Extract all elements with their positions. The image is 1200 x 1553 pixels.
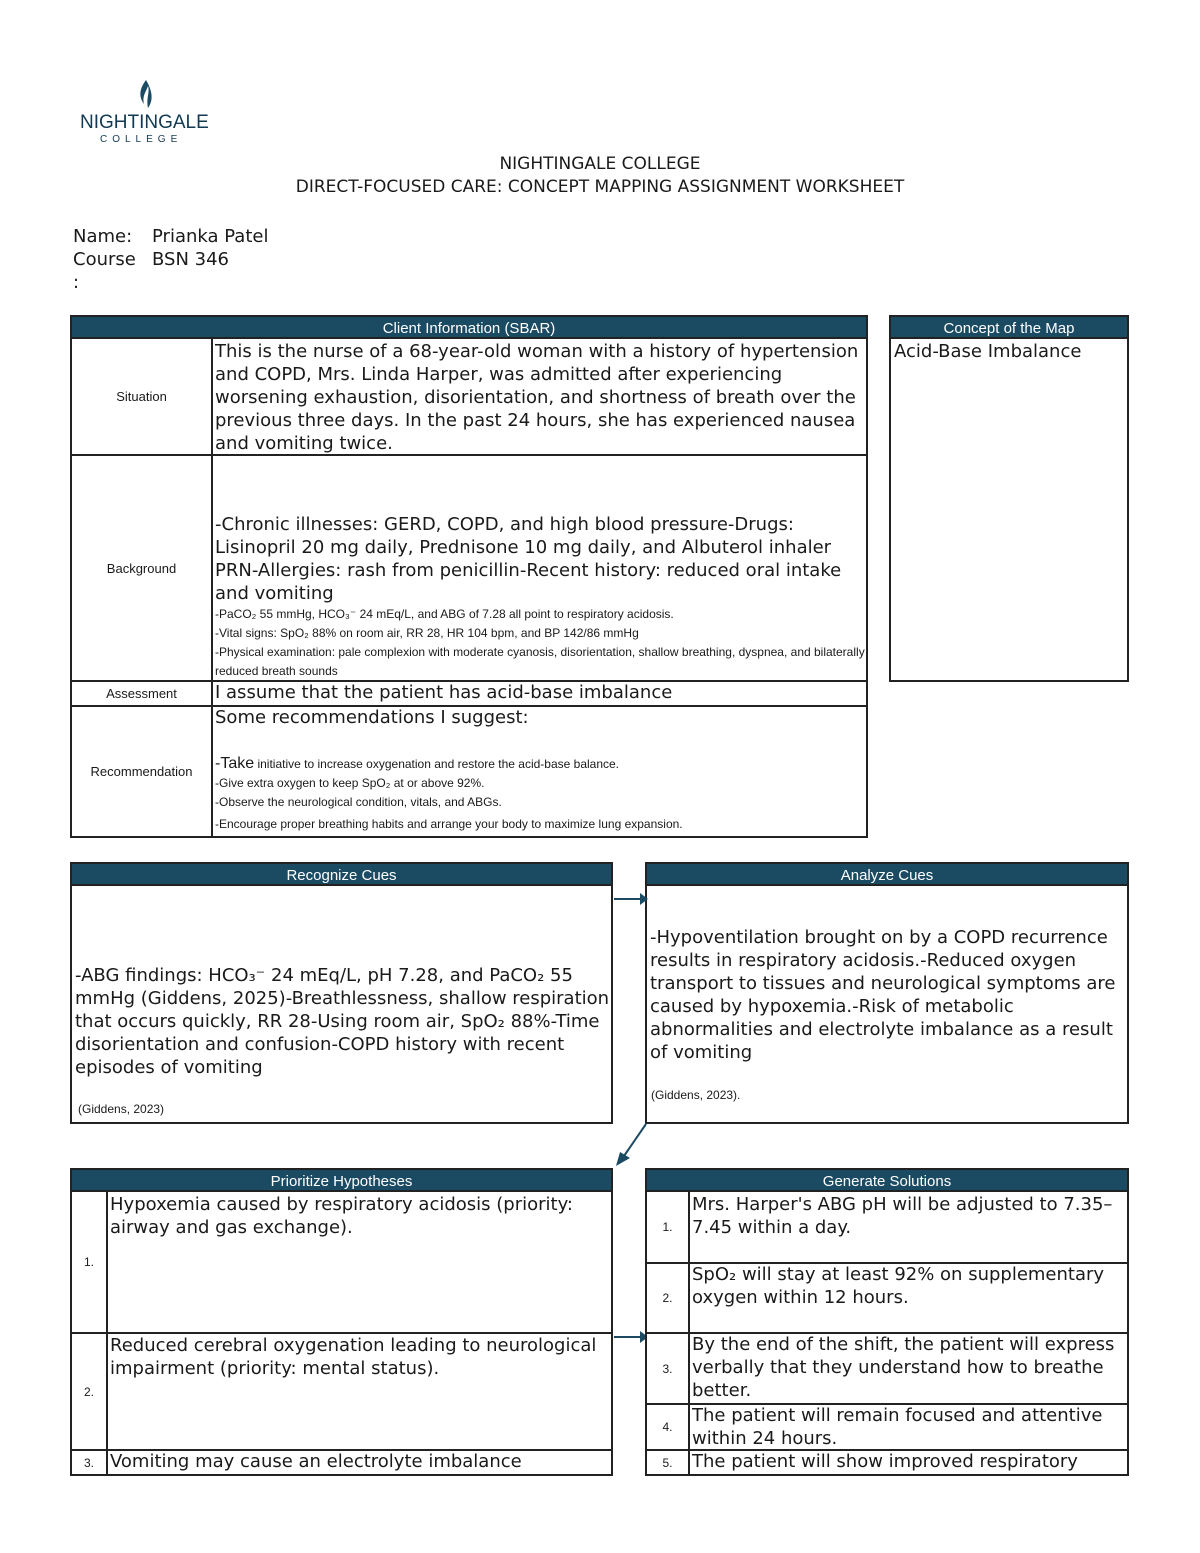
- solution-number: 3.: [662, 1361, 673, 1376]
- arrow-right-icon: [610, 1326, 650, 1348]
- solution-number: 1.: [662, 1220, 673, 1234]
- solution-number: 2.: [662, 1291, 673, 1305]
- hypothesis-text: Vomiting may cause an electrolyte imbalance: [110, 1451, 522, 1472]
- name-value: Prianka Patel: [152, 226, 269, 247]
- course-label: Course: [73, 249, 136, 270]
- name-label: Name:: [73, 226, 133, 247]
- situation-label: Situation: [116, 389, 167, 404]
- solution-text: SpO₂ will stay at least 92% on supplementary oxygen within 12 hours.: [692, 1264, 1105, 1308]
- assessment-text: I assume that the patient has acid-base imbalance: [215, 682, 673, 703]
- recognize-cues-box: [70, 862, 613, 1124]
- course-value: BSN 346: [152, 249, 230, 270]
- hypothesis-text: Hypoxemia caused by respiratory acidosis (priority: airway and gas exchange).: [110, 1194, 573, 1238]
- analyze-cues-box: [645, 862, 1129, 1124]
- recommendation-label: Recommendation: [90, 764, 193, 779]
- recognize-text: -ABG findings: HCO₃⁻ 24 mEq/L, pH 7.28, and PaCO₂ 55 mmHg (Giddens, 2025)-Breathlessness, shallow respiration that occurs quickly, RR 28-Using room air, SpO₂ 88%-Time disorientation and confusion-COPD history with recent episodes of vomiting: [75, 965, 610, 1078]
- solutions-header: Generate Solutions: [645, 1168, 1129, 1192]
- recommendation-item: -Give extra oxygen to keep SpO₂ at or above 92%.: [215, 776, 485, 790]
- recommendation-first: initiative to increase oxygenation and restore the acid-base balance.: [254, 757, 620, 771]
- concept-box: [889, 315, 1129, 682]
- college-title: NIGHTINGALE COLLEGE: [499, 154, 701, 174]
- concept-text: Acid-Base Imbalance: [894, 341, 1082, 362]
- recommendation-content: [215, 706, 865, 834]
- flame-icon: [136, 78, 156, 112]
- recommendation-take: -Take: [215, 755, 255, 772]
- logo-subtitle: COLLEGE: [100, 134, 183, 145]
- background-abg: -PaCO₂ 55 mmHg, HCO₃⁻ 24 mEq/L, and ABG of 7.28 all point to respiratory acidosis.: [215, 607, 674, 621]
- logo-wordmark: NIGHTINGALE: [80, 112, 209, 133]
- prioritize-box: [70, 1168, 613, 1476]
- solution-number: 5.: [662, 1455, 673, 1470]
- assessment-label: Assessment: [106, 686, 177, 701]
- hypothesis-text: Reduced cerebral oxygenation leading to neurological impairment (priority: mental status).: [110, 1335, 597, 1379]
- recommendation-item: -Observe the neurological condition, vitals, and ABGs.: [215, 795, 502, 809]
- recognize-citation: (Giddens, 2023): [78, 1102, 165, 1116]
- solution-text: The patient will show improved respiratory: [692, 1451, 1078, 1472]
- arrow-right-icon: [610, 888, 650, 910]
- arrow-down-left-icon: [610, 1122, 650, 1168]
- analyze-text: -Hypoventilation brought on by a COPD recurrence results in respiratory acidosis.-Reduced oxygen transport to tissues and neurological symptoms are caused by hypoxemia.-Risk of metabolic abnormalities and electrolyte imbalance as a result of vomiting: [650, 927, 1116, 1063]
- background-content: [215, 513, 867, 681]
- college-logo: [78, 78, 213, 148]
- sbar-table: [70, 315, 868, 838]
- hypothesis-number: 3.: [83, 1455, 94, 1470]
- hypothesis-number: 1.: [83, 1255, 94, 1269]
- sbar-header: Client Information (SBAR): [70, 315, 868, 339]
- solution-text: Mrs. Harper's ABG pH will be adjusted to 7.35–7.45 within a day.: [692, 1194, 1113, 1238]
- analyze-citation: (Giddens, 2023).: [651, 1088, 741, 1102]
- analyze-header: Analyze Cues: [645, 862, 1129, 886]
- solution-text: By the end of the shift, the patient will express verbally that they understand how to breathe better.: [692, 1334, 1115, 1401]
- solution-number: 4.: [662, 1420, 673, 1434]
- situation-text: This is the nurse of a 68-year-old woman with a history of hypertension and COPD, Mrs. Linda Harper, was admitted after experiencing worsening exhaustion, disorientation, and shortness of breath over the previous three days. In the past 24 hours, she has experienced nausea and vomiting twice.: [215, 341, 859, 454]
- concept-header: Concept of the Map: [889, 315, 1129, 339]
- background-vitals: -Vital signs: SpO₂ 88% on room air, RR 28, HR 104 bpm, and BP 142/86 mmHg: [215, 626, 639, 640]
- worksheet-title: DIRECT-FOCUSED CARE: CONCEPT MAPPING ASSIGNMENT WORKSHEET: [295, 177, 905, 197]
- recommendation-item: -Encourage proper breathing habits and arrange your body to maximize lung expansion.: [215, 817, 683, 831]
- background-exam: -Physical examination: pale complexion with moderate cyanosis, disorientation, shallow breathing, dyspnea, and bilaterally reduced breath sounds: [215, 645, 865, 678]
- background-text: -Chronic illnesses: GERD, COPD, and high blood pressure-Drugs: Lisinopril 20 mg daily, Prednisone 10 mg daily, and Albuterol inhaler PRN-Allergies: rash from penicillin-Recent history: reduced oral intake and vomiting: [215, 514, 842, 604]
- hypothesis-number: 2.: [83, 1384, 94, 1399]
- background-label: Background: [106, 560, 177, 576]
- solutions-box: [645, 1168, 1129, 1476]
- recognize-header: Recognize Cues: [70, 862, 613, 886]
- solution-text: The patient will remain focused and attentive within 24 hours.: [692, 1405, 1103, 1449]
- prioritize-header: Prioritize Hypotheses: [70, 1168, 613, 1192]
- recommendation-intro: Some recommendations I suggest:: [215, 707, 529, 728]
- course-colon: :: [73, 272, 80, 293]
